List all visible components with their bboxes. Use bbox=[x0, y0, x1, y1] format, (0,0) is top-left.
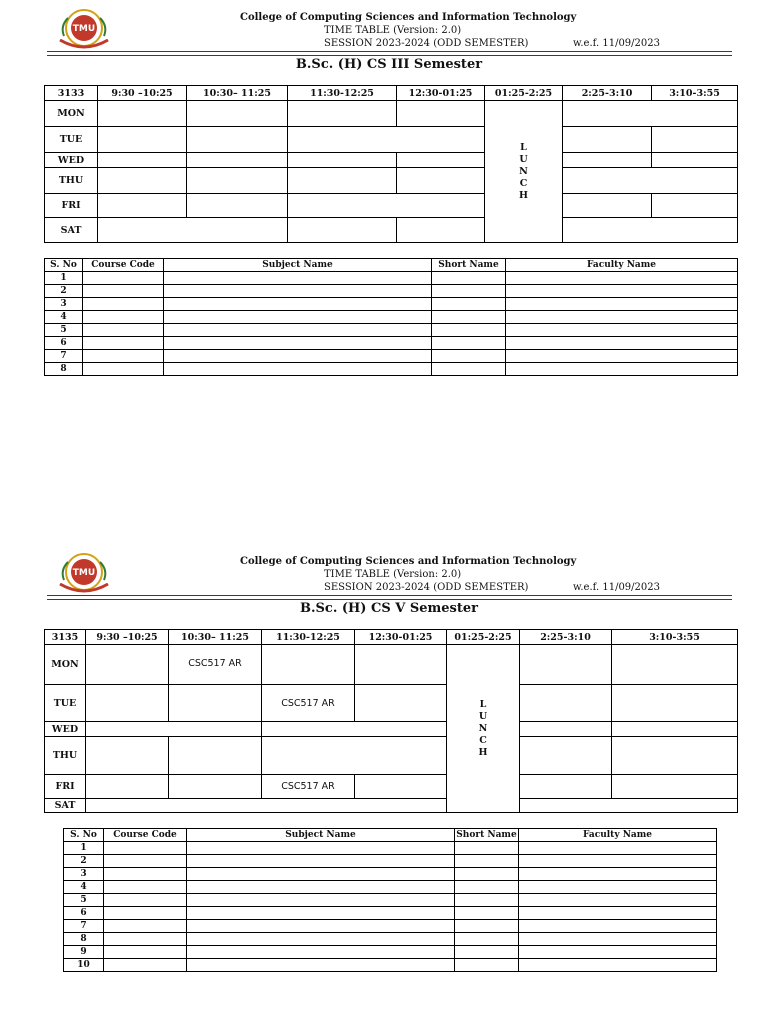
schedule-cell bbox=[520, 737, 612, 775]
lunch-column: L U N C H bbox=[447, 645, 520, 813]
schedule-cell bbox=[86, 737, 169, 775]
schedule-cell bbox=[612, 685, 738, 722]
serial-no: 6 bbox=[45, 337, 83, 350]
table-row bbox=[45, 350, 738, 363]
schedule-cell bbox=[187, 153, 288, 168]
schedule-cell bbox=[98, 101, 187, 127]
schedule-cell bbox=[98, 194, 187, 218]
slot-header: 01:25-2:25 bbox=[485, 86, 563, 101]
table-row bbox=[45, 272, 738, 285]
table-row bbox=[64, 894, 717, 907]
schedule-cell bbox=[169, 737, 262, 775]
day-label: SAT bbox=[45, 799, 86, 813]
svg-text:TMU: TMU bbox=[72, 568, 96, 578]
schedule-cell bbox=[86, 775, 169, 799]
day-label: TUE bbox=[45, 127, 98, 153]
col-header: Subject Name bbox=[187, 829, 455, 842]
wef-date: w.e.f. 11/09/2023 bbox=[573, 582, 660, 593]
schedule-cell bbox=[612, 737, 738, 775]
serial-no: 4 bbox=[64, 881, 104, 894]
schedule-cell bbox=[652, 127, 738, 153]
serial-no: 7 bbox=[64, 920, 104, 933]
schedule-cell bbox=[520, 645, 612, 685]
semester-title: B.Sc. (H) CS III Semester bbox=[295, 57, 483, 72]
slot-header: 12:30-01:25 bbox=[397, 86, 485, 101]
schedule-cell bbox=[288, 127, 485, 153]
table-row bbox=[45, 285, 738, 298]
day-label: WED bbox=[45, 722, 86, 737]
slot-header: 10:30– 11:25 bbox=[169, 630, 262, 645]
table-row bbox=[64, 946, 717, 959]
serial-no: 2 bbox=[45, 285, 83, 298]
serial-no: 6 bbox=[64, 907, 104, 920]
day-label: MON bbox=[45, 101, 98, 127]
room-number: 3135 bbox=[45, 630, 86, 645]
schedule-cell bbox=[288, 168, 397, 194]
schedule-cell bbox=[187, 194, 288, 218]
col-header: Short Name bbox=[456, 830, 517, 840]
slot-header: 11:30-12:25 bbox=[262, 630, 355, 645]
day-label: SAT bbox=[45, 218, 98, 243]
table-row bbox=[64, 868, 717, 881]
schedule-cell bbox=[563, 127, 652, 153]
class-entry: CSC517 AR bbox=[169, 645, 262, 685]
col-header: Course Code bbox=[83, 259, 164, 272]
slot-header: 11:30-12:25 bbox=[288, 86, 397, 101]
schedule-cell bbox=[355, 685, 447, 722]
col-header: S. No bbox=[64, 829, 104, 842]
slot-header: 12:30-01:25 bbox=[355, 630, 447, 645]
schedule-cell bbox=[563, 101, 738, 127]
day-label: TUE bbox=[45, 685, 86, 722]
lunch-column: L U N C H bbox=[485, 101, 563, 243]
table-row bbox=[45, 298, 738, 311]
schedule-cell bbox=[262, 645, 355, 685]
schedule-cell bbox=[652, 153, 738, 168]
wef-date: w.e.f. 11/09/2023 bbox=[573, 38, 660, 49]
schedule-cell bbox=[169, 775, 262, 799]
schedule-cell bbox=[652, 194, 738, 218]
serial-no: 1 bbox=[45, 272, 83, 285]
timetable-v bbox=[44, 629, 738, 813]
serial-no: 3 bbox=[45, 298, 83, 311]
schedule-cell bbox=[520, 775, 612, 799]
header-rule bbox=[47, 51, 732, 56]
schedule-cell bbox=[288, 101, 397, 127]
svg-text:TMU: TMU bbox=[72, 24, 96, 34]
schedule-cell bbox=[169, 685, 262, 722]
serial-no: 1 bbox=[64, 842, 104, 855]
table-row bbox=[64, 881, 717, 894]
schedule-cell bbox=[355, 645, 447, 685]
schedule-cell bbox=[187, 127, 288, 153]
session-label: SESSION 2023-2024 (ODD SEMESTER) bbox=[324, 38, 529, 49]
schedule-cell bbox=[86, 685, 169, 722]
serial-no: 5 bbox=[45, 324, 83, 337]
col-header: Faculty Name bbox=[506, 259, 738, 272]
table-row bbox=[45, 337, 738, 350]
table-row bbox=[45, 324, 738, 337]
slot-header: 2:25-3:10 bbox=[563, 86, 652, 101]
day-label: MON bbox=[45, 645, 86, 685]
day-label: THU bbox=[45, 737, 86, 775]
tmu-logo bbox=[52, 6, 116, 52]
col-header: Faculty Name bbox=[519, 829, 717, 842]
slot-header: 9:30 –10:25 bbox=[98, 86, 187, 101]
schedule-cell bbox=[187, 168, 288, 194]
slot-header: 3:10-3:55 bbox=[652, 86, 738, 101]
serial-no: 5 bbox=[64, 894, 104, 907]
schedule-cell bbox=[355, 775, 447, 799]
table-row bbox=[64, 907, 717, 920]
schedule-cell bbox=[612, 645, 738, 685]
class-entry: CSC517 AR bbox=[262, 775, 355, 799]
schedule-cell bbox=[86, 799, 447, 813]
slot-header: 9:30 –10:25 bbox=[86, 630, 169, 645]
timetable-iii bbox=[44, 85, 738, 243]
slot-header: 01:25-2:25 bbox=[447, 630, 520, 645]
col-header: S. No bbox=[45, 259, 83, 272]
day-label: THU bbox=[45, 168, 98, 194]
schedule-cell bbox=[397, 218, 485, 243]
schedule-cell bbox=[612, 722, 738, 737]
schedule-cell bbox=[397, 153, 485, 168]
serial-no: 10 bbox=[64, 959, 104, 972]
slot-header: 10:30– 11:25 bbox=[187, 86, 288, 101]
serial-no: 8 bbox=[45, 363, 83, 376]
serial-no: 7 bbox=[45, 350, 83, 363]
day-label: FRI bbox=[45, 194, 98, 218]
schedule-cell bbox=[98, 153, 187, 168]
day-label: FRI bbox=[45, 775, 86, 799]
schedule-cell bbox=[397, 101, 485, 127]
college-name: College of Computing Sciences and Information Technology bbox=[240, 556, 577, 567]
schedule-cell bbox=[187, 101, 288, 127]
schedule-cell bbox=[288, 153, 397, 168]
schedule-cell bbox=[288, 218, 397, 243]
header-rule bbox=[47, 595, 732, 600]
college-name: College of Computing Sciences and Information Technology bbox=[240, 12, 577, 23]
slot-header: 3:10-3:55 bbox=[612, 630, 738, 645]
schedule-cell bbox=[262, 722, 447, 737]
session-label: SESSION 2023-2024 (ODD SEMESTER) bbox=[324, 582, 529, 593]
schedule-cell bbox=[98, 218, 288, 243]
schedule-cell bbox=[98, 168, 187, 194]
schedule-cell bbox=[98, 127, 187, 153]
schedule-cell bbox=[262, 737, 447, 775]
schedule-cell bbox=[520, 685, 612, 722]
class-entry: CSC517 AR bbox=[262, 685, 355, 722]
timetable-version: TIME TABLE (Version: 2.0) bbox=[324, 569, 462, 580]
schedule-cell bbox=[397, 168, 485, 194]
table-row bbox=[64, 959, 717, 972]
serial-no: 8 bbox=[64, 933, 104, 946]
table-row bbox=[45, 311, 738, 324]
serial-no: 4 bbox=[45, 311, 83, 324]
tmu-logo bbox=[52, 550, 116, 596]
schedule-cell bbox=[86, 645, 169, 685]
serial-no: 3 bbox=[64, 868, 104, 881]
slot-header: 2:25-3:10 bbox=[520, 630, 612, 645]
course-table-iii bbox=[44, 258, 738, 376]
col-header: Short Name bbox=[432, 259, 506, 272]
table-row bbox=[64, 855, 717, 868]
schedule-cell bbox=[520, 799, 738, 813]
schedule-cell bbox=[288, 194, 485, 218]
semester-title: B.Sc. (H) CS V Semester bbox=[300, 601, 478, 616]
table-row bbox=[64, 842, 717, 855]
schedule-cell bbox=[563, 168, 738, 194]
serial-no: 2 bbox=[64, 855, 104, 868]
schedule-cell bbox=[563, 153, 652, 168]
schedule-cell bbox=[612, 775, 738, 799]
schedule-cell bbox=[520, 722, 612, 737]
col-header: Course Code bbox=[104, 829, 187, 842]
schedule-cell bbox=[563, 218, 738, 243]
col-header: Subject Name bbox=[164, 259, 432, 272]
table-row bbox=[64, 933, 717, 946]
table-row bbox=[64, 920, 717, 933]
schedule-cell bbox=[86, 722, 262, 737]
room-number: 3133 bbox=[45, 86, 98, 101]
serial-no: 9 bbox=[64, 946, 104, 959]
schedule-cell bbox=[563, 194, 652, 218]
course-table-v bbox=[63, 828, 717, 972]
table-row bbox=[45, 363, 738, 376]
timetable-version: TIME TABLE (Version: 2.0) bbox=[324, 25, 462, 36]
day-label: WED bbox=[45, 153, 98, 168]
